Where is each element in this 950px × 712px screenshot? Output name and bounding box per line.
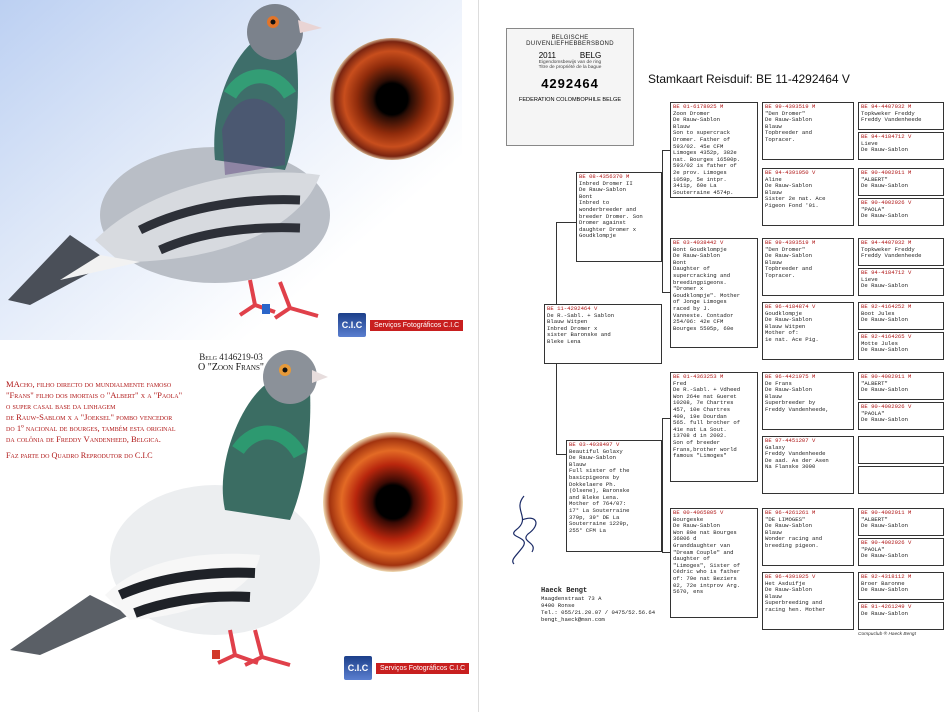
pedigree-line: Blauw bbox=[765, 592, 782, 600]
pedigree-line: Blauw bbox=[765, 392, 782, 400]
pedigree-grandparent bbox=[670, 102, 758, 198]
pedigree-line: Bourges 5505p, 60e bbox=[673, 324, 734, 332]
pedigree-line: breeder Dromer. Son bbox=[579, 212, 643, 220]
pedigree-line: "Limoges", Sister of bbox=[673, 561, 741, 569]
ring-number: BE 94-4391950 V bbox=[765, 169, 816, 176]
ring-cert-small-1: Eigendomsbewijs van de ring bbox=[538, 60, 602, 65]
caption-footer: Faz parte do Quadro Reprodutor do C.I.C bbox=[6, 451, 153, 460]
pedigree-line: racing hen. Mother bbox=[765, 605, 826, 613]
ring-number: BE 90-4002911 M bbox=[861, 373, 912, 380]
pedigree-line: De Rauw-Sablon bbox=[861, 182, 908, 190]
pedigree-line: "PAOLA" bbox=[861, 205, 885, 213]
caption-desc-line: "Frans" filho dos imortais o "Albert" x a "Paola" bbox=[6, 390, 183, 400]
pedigree-line: Na Flanske 3000 bbox=[765, 463, 816, 471]
ring-number: BE 94-4407032 M bbox=[861, 239, 912, 246]
pedigree-title: Stamkaart Reisduif: BE 11-4292464 V bbox=[648, 72, 850, 86]
pedigree-line: Freddy Vandenheede bbox=[765, 450, 826, 458]
pedigree-line: 565. full brother of bbox=[673, 419, 741, 427]
pedigree-line: 593/02 is father of bbox=[673, 162, 737, 170]
ring-number: BE 00-4065805 V bbox=[673, 509, 724, 516]
caption-desc-line: de Rauw-Sablom x a "Joeksel" pombo vencedor bbox=[6, 412, 173, 422]
pedigree-line: De Rauw-Sablon bbox=[673, 522, 720, 530]
pedigree-ggg-parent bbox=[858, 402, 944, 430]
pedigree-line: Sister 2e nat. Ace bbox=[765, 195, 826, 203]
ring-cert-country: BELG bbox=[579, 51, 602, 60]
caption-pigeon-name: O "Zoon Frans" bbox=[198, 362, 264, 373]
pedigree-line: 5670, ens bbox=[673, 588, 704, 596]
cic-logo-bottom bbox=[344, 656, 469, 680]
pedigree-line: De Rauw-Sablon bbox=[861, 146, 908, 154]
pedigree-line: De aad. As der Asen bbox=[765, 456, 829, 464]
pedigree-line: Bont Goudklompje bbox=[673, 245, 727, 253]
pedigree-line: 2e prov. Limoges bbox=[673, 168, 727, 176]
pedigree-line: Aline bbox=[765, 175, 782, 183]
pedigree-great-grandparent bbox=[762, 168, 854, 226]
caption-desc-line: do 1º nacional de bourges, também esta original bbox=[6, 423, 176, 433]
pedigree-grandparent bbox=[670, 238, 758, 348]
ring-cert-year: 2011 bbox=[538, 51, 556, 60]
pedigree-line: Bleke Lena bbox=[547, 337, 581, 345]
ring-number: BE 96-4391925 V bbox=[765, 573, 816, 580]
pedigree-line: De Rauw-Sablon bbox=[765, 182, 812, 190]
pedigree-line: "ALBERT" bbox=[861, 379, 888, 387]
pedigree-line: 10208, 7e Chartres bbox=[673, 399, 734, 407]
pedigree-line: "ALBERT" bbox=[861, 515, 888, 523]
eye-photo-bottom bbox=[323, 432, 463, 572]
ring-number: BE 03-4038442 V bbox=[673, 239, 724, 246]
pedigree-line: Topbreeder and bbox=[765, 265, 812, 273]
pedigree-ggg-parent bbox=[858, 466, 944, 494]
pedigree-line: raced by J. bbox=[673, 304, 710, 312]
pedigree-line: Blauw bbox=[765, 528, 782, 536]
pedigree-line: Lieve bbox=[861, 139, 878, 147]
pedigree-ggg-parent bbox=[858, 332, 944, 360]
pedigree-ggg-parent bbox=[858, 302, 944, 330]
connector-line bbox=[662, 418, 663, 552]
breeder-line: Tel.: 055/21.20.07 / 0475/52.56.64 bbox=[541, 609, 656, 616]
pedigree-line: De Rauw-Sablon bbox=[579, 186, 626, 194]
pedigree-line: Limoges 4352p, 382e bbox=[673, 149, 737, 157]
pedigree-line: 36806 d bbox=[673, 535, 697, 543]
pedigree-line: Freddy Vandenheede bbox=[861, 116, 922, 124]
pedigree-line: De Rauw-Sablon bbox=[765, 386, 812, 394]
cic-logo-top bbox=[338, 313, 463, 337]
ring-number: BE 99-4393519 M bbox=[765, 239, 816, 246]
pedigree-line: Freddy Vandenheede bbox=[861, 252, 922, 260]
pedigree-line: 254/06: 42e CFM bbox=[673, 318, 724, 326]
pedigree-line: Lieve bbox=[861, 275, 878, 283]
cic-logo-mark: C.I.C bbox=[344, 656, 372, 680]
caption-desc-line: da colônia de Freddy Vandenheed, Belgica. bbox=[6, 434, 161, 444]
pedigree-grandparent bbox=[670, 508, 758, 618]
pedigree-line: De Rauw-Sablon bbox=[861, 416, 908, 424]
ring-cert-footer: FEDERATION COLOMBOPHILE BELGE bbox=[518, 97, 622, 103]
caption-desc-line: o super casal base da linhagem bbox=[6, 401, 116, 411]
pedigree-line: Broer Baronne bbox=[861, 579, 905, 587]
pedigree-line: 255° CFM La bbox=[569, 526, 606, 534]
pedigree-great-grandparent bbox=[762, 302, 854, 360]
pedigree-line: De Rauw-Sablon bbox=[861, 552, 908, 560]
caption-ring-number: Belg 4146219-03 bbox=[199, 352, 263, 362]
pedigree-great-grandparent bbox=[762, 102, 854, 160]
pedigree-line: Won 80e nat Bourges bbox=[673, 528, 737, 536]
ring-number: BE 03-4038497 V bbox=[569, 441, 620, 448]
ring-number: BE 96-4261261 M bbox=[765, 509, 816, 516]
connector-line bbox=[662, 292, 670, 293]
breeder-line: Maagdenstraat 73 A bbox=[541, 595, 602, 602]
pedigree-line: Goudklompje bbox=[765, 309, 802, 317]
pedigree-line: 457, 10e Chartres bbox=[673, 405, 731, 413]
pedigree-line: Wonder racing and bbox=[765, 535, 823, 543]
pedigree-line: Souterraine 4574p. bbox=[673, 188, 734, 196]
ring-number: BE 96-4421975 M bbox=[765, 373, 816, 380]
cic-logo-text: Serviços Fotográficos C.I.C bbox=[370, 320, 463, 331]
pedigree-line: Blauw Witpen bbox=[765, 322, 806, 330]
pedigree-line: Won 264e nat Gueret bbox=[673, 392, 737, 400]
pedigree-line: "DE LIMOGES" bbox=[765, 515, 806, 523]
pedigree-sire bbox=[576, 172, 662, 262]
pedigree-line: "PAOLA" bbox=[861, 545, 885, 553]
pedigree-line: Galaxy bbox=[765, 443, 786, 451]
pedigree-line: of: 79e nat Beziers bbox=[673, 574, 737, 582]
pedigree-line: De Rauw-Sablon bbox=[765, 252, 812, 260]
pedigree-line: 41e nat La Sout. bbox=[673, 425, 727, 433]
pedigree-line: Goudklompje bbox=[579, 232, 616, 240]
pedigree-line: Bont bbox=[673, 258, 687, 266]
pedigree-great-grandparent bbox=[762, 436, 854, 494]
compiled-by: Compuclub ® Haeck Bengt bbox=[858, 632, 916, 637]
pedigree-line: Topracer. bbox=[765, 135, 796, 143]
eye-photo-top bbox=[330, 38, 454, 160]
caption-desc-line: MAcho, filho directo do mundialmente famoso bbox=[6, 379, 172, 389]
pedigree-line: Superbreeding and bbox=[765, 599, 823, 607]
ring-number: BE 90-4002911 M bbox=[861, 509, 912, 516]
pedigree-line: Topkweker Freddy bbox=[861, 245, 915, 253]
breeder-email[interactable]: bengt_haeck@msn.com bbox=[541, 616, 605, 623]
pedigree-line: Bourgeske bbox=[673, 515, 704, 523]
pedigree-line: supercracking and bbox=[673, 271, 731, 279]
pedigree-line: 379p, 39° DE La bbox=[569, 513, 620, 521]
ring-number: BE 97-4451207 V bbox=[765, 437, 816, 444]
pedigree-great-grandparent bbox=[762, 508, 854, 566]
pedigree-line: Cédric who is father bbox=[673, 568, 741, 576]
pedigree-line: nat. Bourges 16500p. bbox=[673, 155, 741, 163]
connector-line bbox=[662, 150, 663, 292]
pedigree-line: wonderbreeder and bbox=[579, 205, 637, 213]
ring-number: BE 92-4318112 M bbox=[861, 573, 912, 580]
ring-certificate bbox=[506, 28, 634, 146]
pedigree-line: De Rauw-Sablon bbox=[765, 586, 812, 594]
pedigree-line: of Jonge Limoges bbox=[673, 298, 727, 306]
pedigree-line: Freddy Vandenheede, bbox=[765, 405, 829, 413]
pedigree-line: De R.-Sabl. + Sablon bbox=[547, 311, 615, 319]
pedigree-line: "Dream Couple" and bbox=[673, 548, 734, 556]
ring-number: BE 94-4184712 V bbox=[861, 133, 912, 140]
pedigree-ggg-parent bbox=[858, 436, 944, 464]
pedigree-line: De Rauw-Sablon bbox=[673, 116, 720, 124]
pedigree-line: Boot Jules bbox=[861, 309, 895, 317]
ring-cert-year-row bbox=[507, 51, 633, 60]
pedigree-ggg-parent bbox=[858, 572, 944, 600]
pedigree-line: Frans,brother world bbox=[673, 445, 737, 453]
pedigree-line: "Den Dromer" bbox=[765, 245, 806, 253]
pedigree-line: famous "Limoges" bbox=[673, 452, 727, 460]
pedigree-line: De Rauw-Sablon bbox=[861, 386, 908, 394]
pedigree-line: Superbreeder by bbox=[765, 399, 816, 407]
pedigree-line: and Bleke Lena. bbox=[569, 493, 620, 501]
pedigree-line: Inbred to bbox=[579, 199, 610, 207]
pedigree-ggg-parent bbox=[858, 198, 944, 226]
connector-line bbox=[556, 222, 576, 223]
ring-number: BE 90-4002926 V bbox=[861, 199, 912, 206]
pedigree-line: Het Asduifje bbox=[765, 579, 806, 587]
connector-line bbox=[662, 150, 670, 151]
pedigree-line: Pigeon Fond '01. bbox=[765, 201, 819, 209]
pedigree-line: Blauw bbox=[673, 122, 690, 130]
pedigree-line: De Rauw-Sablon bbox=[861, 522, 908, 530]
pedigree-ggg-parent bbox=[858, 268, 944, 296]
pedigree-line: De Rauw-Sablon bbox=[861, 586, 908, 594]
pedigree-line: "PAOLA" bbox=[861, 409, 885, 417]
pedigree-line: Zoon Dromer bbox=[673, 109, 710, 117]
pedigree-great-grandparent bbox=[762, 372, 854, 430]
connector-line bbox=[662, 552, 670, 553]
pedigree-dam bbox=[566, 440, 662, 552]
pedigree-line: Full sister of the bbox=[569, 467, 630, 475]
pedigree-line: Inbred Dromer x bbox=[547, 324, 598, 332]
pedigree-line: De Rauw-Sablon bbox=[765, 522, 812, 530]
pedigree-line: Mother of: bbox=[765, 329, 799, 337]
ring-number: BE 01-4363253 M bbox=[673, 373, 724, 380]
pedigree-line: Dromer against bbox=[579, 219, 626, 227]
pedigree-ggg-parent bbox=[858, 238, 944, 266]
pedigree-line: 3411p, 60e La bbox=[673, 182, 717, 190]
pedigree-line: De R.-Sabl. + Vdheed bbox=[673, 386, 741, 394]
ring-number: BE 90-4002926 V bbox=[861, 539, 912, 546]
ring-number: BE 90-4002926 V bbox=[861, 403, 912, 410]
pedigree-line: De Rauw-Sablon bbox=[765, 116, 812, 124]
pedigree-line: breedingpigeons. bbox=[673, 278, 727, 286]
pedigree-line: Beautiful Golaxy bbox=[569, 447, 623, 455]
pedigree-line: Blauw bbox=[765, 122, 782, 130]
pedigree-ggg-parent bbox=[858, 132, 944, 160]
connector-line bbox=[556, 454, 566, 455]
pedigree-line: Mother of 764/07: bbox=[569, 500, 627, 508]
pedigree-line: Blauw Witpen bbox=[547, 318, 588, 326]
ring-number: BE 99-4393519 M bbox=[765, 103, 816, 110]
pedigree-line: 400, 19e Dourdan bbox=[673, 412, 727, 420]
ring-number: BE 92-4164252 M bbox=[861, 303, 912, 310]
pedigree-line: Goudklompje". Mother bbox=[673, 291, 741, 299]
ring-number: BE 94-4184712 V bbox=[861, 269, 912, 276]
ring-number: BE 96-4184874 V bbox=[765, 303, 816, 310]
pedigree-line: De Frans bbox=[765, 379, 792, 387]
pedigree-line: Topkweker Freddy bbox=[861, 109, 915, 117]
pedigree-line: Blauw bbox=[569, 460, 586, 468]
ring-number: BE 90-4002911 M bbox=[861, 169, 912, 176]
pedigree-line: Daughter of bbox=[673, 265, 710, 273]
pedigree-line: De Rauw-Sablon bbox=[861, 609, 908, 617]
ring-number: BE 92-4164265 V bbox=[861, 333, 912, 340]
pedigree-line: De Rauw-Sablon bbox=[569, 454, 616, 462]
pedigree-grandparent bbox=[670, 372, 758, 482]
breeder-name: Haeck Bengt bbox=[541, 587, 588, 595]
pedigree-great-grandparent bbox=[762, 572, 854, 630]
pedigree-line: 1e nat. Ace Pig. bbox=[765, 335, 819, 343]
pedigree-line: De Rauw-Sablon bbox=[861, 212, 908, 220]
pedigree-ggg-parent bbox=[858, 372, 944, 400]
pedigree-line: Dokkelaere Ph. bbox=[569, 480, 616, 488]
pedigree-line: Bont bbox=[579, 192, 593, 200]
ring-cert-number: 4292464 bbox=[541, 76, 599, 91]
handwritten-signature bbox=[502, 490, 552, 570]
pedigree-line: 17° La Souterraine bbox=[569, 506, 630, 514]
pedigree-line: Dromer. Father of bbox=[673, 135, 731, 143]
pedigree-ggg-parent bbox=[858, 538, 944, 566]
pedigree-line: (Olsene), Baronske bbox=[569, 487, 630, 495]
pedigree-line: De Rauw-Sablon bbox=[765, 316, 812, 324]
pedigree-line: Inbred Dromer II bbox=[579, 179, 633, 187]
pedigree-line: 02, 72e intprov Arg. bbox=[673, 581, 741, 589]
breeder-line: 9400 Ronse bbox=[541, 602, 575, 609]
ring-number: BE 01-6178925 M bbox=[673, 103, 724, 110]
pedigree-line: Blauw bbox=[765, 258, 782, 266]
pedigree-line: "ALBERT" bbox=[861, 175, 888, 183]
cic-logo-text: Serviços Fotográficos C.I.C bbox=[376, 663, 469, 674]
ring-cert-header: BELGISCHE DUIVENLIEFHEBBERSBOND bbox=[526, 35, 614, 47]
pedigree-line: Motte Jules bbox=[861, 339, 898, 347]
pedigree-ggg-parent bbox=[858, 508, 944, 536]
pedigree-line: breeding pigeon. bbox=[765, 541, 819, 549]
pedigree-line: Vanneste. Contador bbox=[673, 311, 734, 319]
pedigree-line: 593/02. 45e CFM bbox=[673, 142, 724, 150]
pedigree-subject bbox=[544, 304, 662, 364]
ring-number: BE 11-4292464 V bbox=[547, 305, 598, 312]
connector-line bbox=[556, 364, 557, 454]
pedigree-line: daughter of bbox=[673, 555, 710, 563]
pedigree-line: Son to supercrack bbox=[673, 129, 731, 137]
ring-cert-small-2: Titre de propriété de la bague bbox=[538, 65, 602, 70]
connector-line bbox=[556, 222, 557, 304]
ring-number: BE 91-4261249 V bbox=[861, 603, 912, 610]
pedigree-line: 13708 d in 2002. bbox=[673, 432, 727, 440]
pedigree-ggg-parent bbox=[858, 168, 944, 196]
pedigree-line: Blauw bbox=[765, 188, 782, 196]
pedigree-line: De Rauw-Sablon bbox=[861, 346, 908, 354]
pedigree-ggg-parent bbox=[858, 602, 944, 630]
pedigree-great-grandparent bbox=[762, 238, 854, 296]
pedigree-line: De Rauw-Sablon bbox=[861, 316, 908, 324]
ring-number: BE 94-4407032 M bbox=[861, 103, 912, 110]
cic-logo-mark: C.I.C bbox=[338, 313, 366, 337]
pedigree-ggg-parent bbox=[858, 102, 944, 130]
connector-line bbox=[662, 418, 670, 419]
breeder-info bbox=[541, 588, 655, 623]
ring-number: BE 08-4356370 M bbox=[579, 173, 630, 180]
pedigree-line: daughter Dromer x bbox=[579, 225, 637, 233]
pedigree-line: De Rauw-Sablon bbox=[861, 282, 908, 290]
pedigree-line: Topracer. bbox=[765, 271, 796, 279]
pedigree-line: "Den Dromer" bbox=[765, 109, 806, 117]
pedigree-line: Topbreeder and bbox=[765, 129, 812, 137]
pedigree-line: Granddaughter van bbox=[673, 541, 731, 549]
pedigree-line: 1059p, 5e intpr. bbox=[673, 175, 727, 183]
pedigree-line: Fred bbox=[673, 379, 687, 387]
pedigree-line: Son of breeder bbox=[673, 438, 720, 446]
pedigree-line: De Rauw-Sablon bbox=[673, 252, 720, 260]
pedigree-line: Souterraine 1229p, bbox=[569, 520, 630, 528]
pedigree-line: sister Baronske and bbox=[547, 331, 611, 339]
pedigree-line: basicpigeons by bbox=[569, 473, 620, 481]
pedigree-line: "Dromer x bbox=[673, 285, 704, 293]
